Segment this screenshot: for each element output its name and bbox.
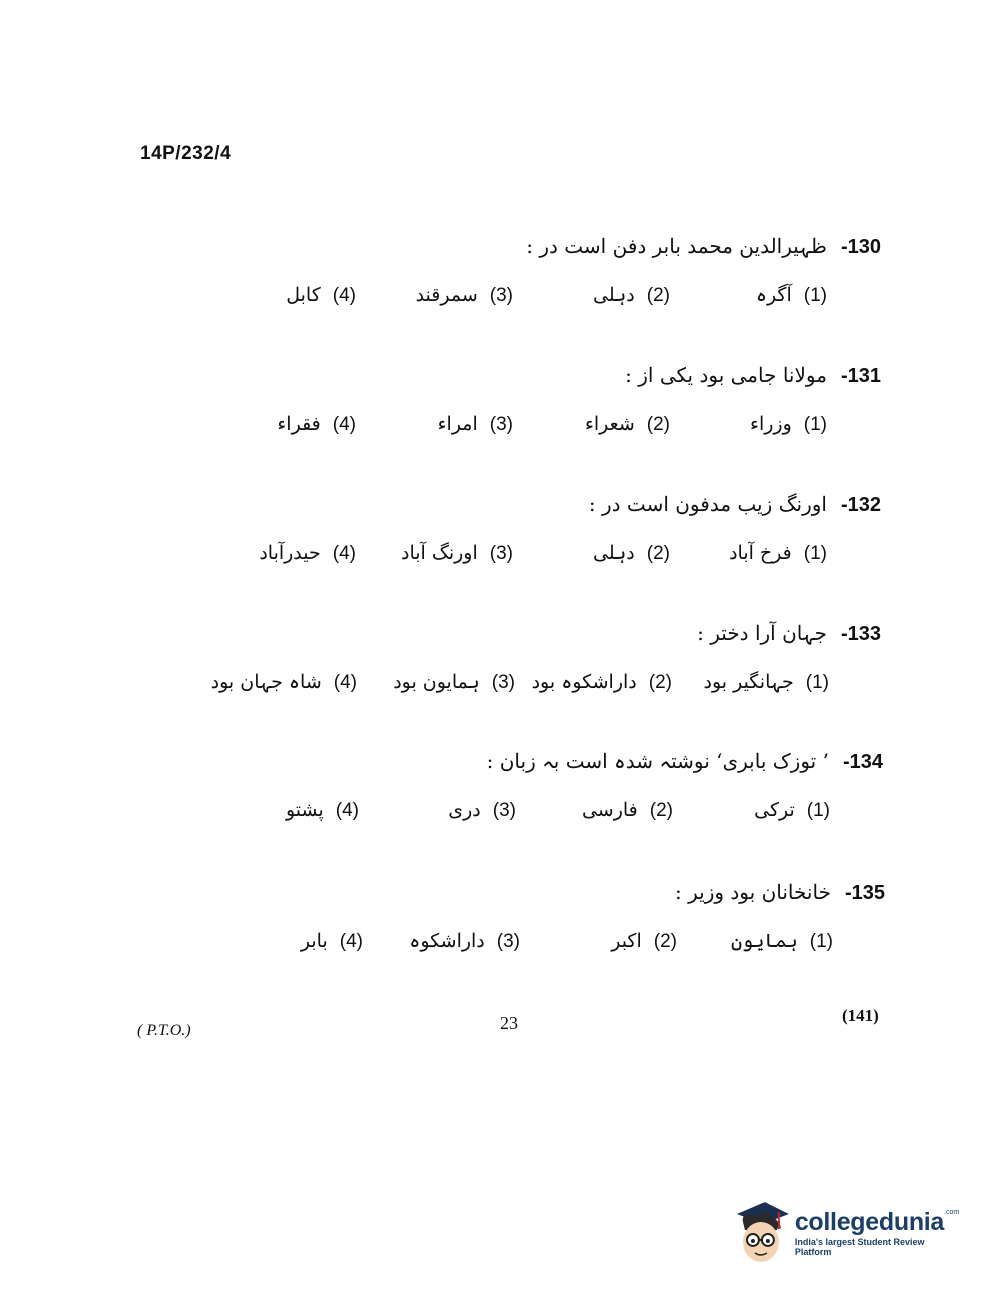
option-number: (3) xyxy=(496,931,520,952)
option-number: (4) xyxy=(332,285,356,306)
option-1 xyxy=(729,542,827,565)
option-text: کابل xyxy=(286,284,321,306)
mascot-icon xyxy=(733,1200,791,1266)
option-4 xyxy=(286,799,359,822)
option-3 xyxy=(438,413,513,436)
option-number: (1) xyxy=(805,672,829,693)
option-text: داراشکوہ xyxy=(409,930,485,952)
question-number: -130 xyxy=(840,236,881,258)
option-text: امراء xyxy=(437,413,478,435)
option-text: دری xyxy=(448,799,481,821)
option-number: (3) xyxy=(489,414,513,435)
option-number: (4) xyxy=(332,543,356,564)
option-4 xyxy=(277,413,356,436)
option-1 xyxy=(731,930,833,953)
option-text: شاہ جہان بود xyxy=(210,671,322,693)
pto-note: ( P.T.O.) xyxy=(137,1022,191,1039)
paper-code: (141) xyxy=(842,1006,879,1025)
option-text: حیدرآباد xyxy=(259,542,321,564)
question-text: ’ توزک بابری‘ نوشتہ شدہ است بہ زبان : xyxy=(486,749,829,773)
option-number: (4) xyxy=(335,800,359,821)
option-number: (2) xyxy=(648,672,672,693)
option-number: (4) xyxy=(332,414,356,435)
option-text: فقراء xyxy=(277,413,321,435)
option-number: (1) xyxy=(803,414,827,435)
option-3 xyxy=(393,671,515,694)
option-number: (3) xyxy=(489,543,513,564)
logo-name: collegedunia xyxy=(794,1208,945,1236)
option-text: ہمایون بود xyxy=(393,671,480,693)
question-135 xyxy=(0,880,993,980)
question-line xyxy=(487,749,883,774)
option-2 xyxy=(582,799,673,822)
option-text: آگرہ xyxy=(755,284,792,306)
option-text: ترکی xyxy=(754,799,795,821)
question-text: اورنگ زیب مدفون است در : xyxy=(588,492,827,516)
option-number: (4) xyxy=(333,672,357,693)
option-2 xyxy=(532,671,672,694)
option-3 xyxy=(448,799,516,822)
question-text: مولانا جامی بود یکی از : xyxy=(625,363,827,387)
question-text: خانخانان بود وزیر : xyxy=(675,880,831,904)
option-text: اورنگ آباد xyxy=(400,542,478,564)
option-1 xyxy=(756,284,827,307)
option-text: پشتو xyxy=(285,799,324,821)
option-1 xyxy=(750,413,827,436)
option-2 xyxy=(593,284,670,307)
question-number: -135 xyxy=(844,882,885,904)
option-text: فارسی xyxy=(581,799,638,821)
question-132 xyxy=(0,492,993,592)
option-2 xyxy=(593,542,670,565)
option-2 xyxy=(611,930,677,953)
logo-suffix: .com xyxy=(944,1209,960,1216)
option-text: دہلی xyxy=(593,284,635,306)
question-number: -133 xyxy=(840,623,881,645)
option-3 xyxy=(416,284,513,307)
question-text: ظہیرالدین محمد بابر دفن است در : xyxy=(526,234,827,258)
question-line xyxy=(625,363,881,388)
question-134 xyxy=(0,749,993,849)
option-text: وزراء xyxy=(750,413,792,435)
collegedunia-logo xyxy=(733,1198,963,1268)
question-133 xyxy=(0,621,993,721)
option-text: سمرقند xyxy=(415,284,478,306)
question-number: -134 xyxy=(842,751,883,773)
page-code: 14P/232/4 xyxy=(140,143,232,164)
option-number: (2) xyxy=(649,800,673,821)
option-text: جہانگیر بود xyxy=(703,671,794,693)
option-1 xyxy=(703,671,829,694)
option-text: دہلی xyxy=(593,542,635,564)
option-number: (2) xyxy=(646,543,670,564)
question-number: -132 xyxy=(840,494,881,516)
question-number: -131 xyxy=(840,365,881,387)
option-4 xyxy=(301,930,363,953)
question-line xyxy=(697,621,881,646)
page-number: 23 xyxy=(500,1013,518,1033)
option-number: (2) xyxy=(653,931,677,952)
question-line xyxy=(526,234,881,259)
option-text: فرخ آباد xyxy=(729,542,792,564)
option-3 xyxy=(401,542,513,565)
option-number: (1) xyxy=(809,931,833,952)
option-4 xyxy=(211,671,357,694)
logo-text xyxy=(795,1209,963,1257)
option-text: ہمایون xyxy=(730,930,798,952)
question-text: جہان آرا دختر : xyxy=(697,621,827,645)
option-4 xyxy=(286,284,356,307)
option-number: (1) xyxy=(803,285,827,306)
option-number: (1) xyxy=(803,543,827,564)
option-4 xyxy=(259,542,356,565)
question-line xyxy=(675,880,885,905)
option-1 xyxy=(754,799,830,822)
option-text: داراشکوہ بود xyxy=(531,671,637,693)
option-number: (3) xyxy=(492,800,516,821)
question-130 xyxy=(0,234,993,334)
option-2 xyxy=(585,413,670,436)
option-number: (4) xyxy=(339,931,363,952)
option-number: (2) xyxy=(646,285,670,306)
option-number: (1) xyxy=(806,800,830,821)
option-text: اکبر xyxy=(611,930,642,952)
question-131 xyxy=(0,363,993,463)
option-3 xyxy=(409,930,520,953)
option-text: شعراء xyxy=(584,413,635,435)
option-text: بابر xyxy=(300,930,328,952)
logo-tagline: India's largest Student Review Platform xyxy=(794,1237,925,1257)
option-number: (2) xyxy=(646,414,670,435)
question-line xyxy=(589,492,881,517)
option-number: (3) xyxy=(491,672,515,693)
option-number: (3) xyxy=(489,285,513,306)
